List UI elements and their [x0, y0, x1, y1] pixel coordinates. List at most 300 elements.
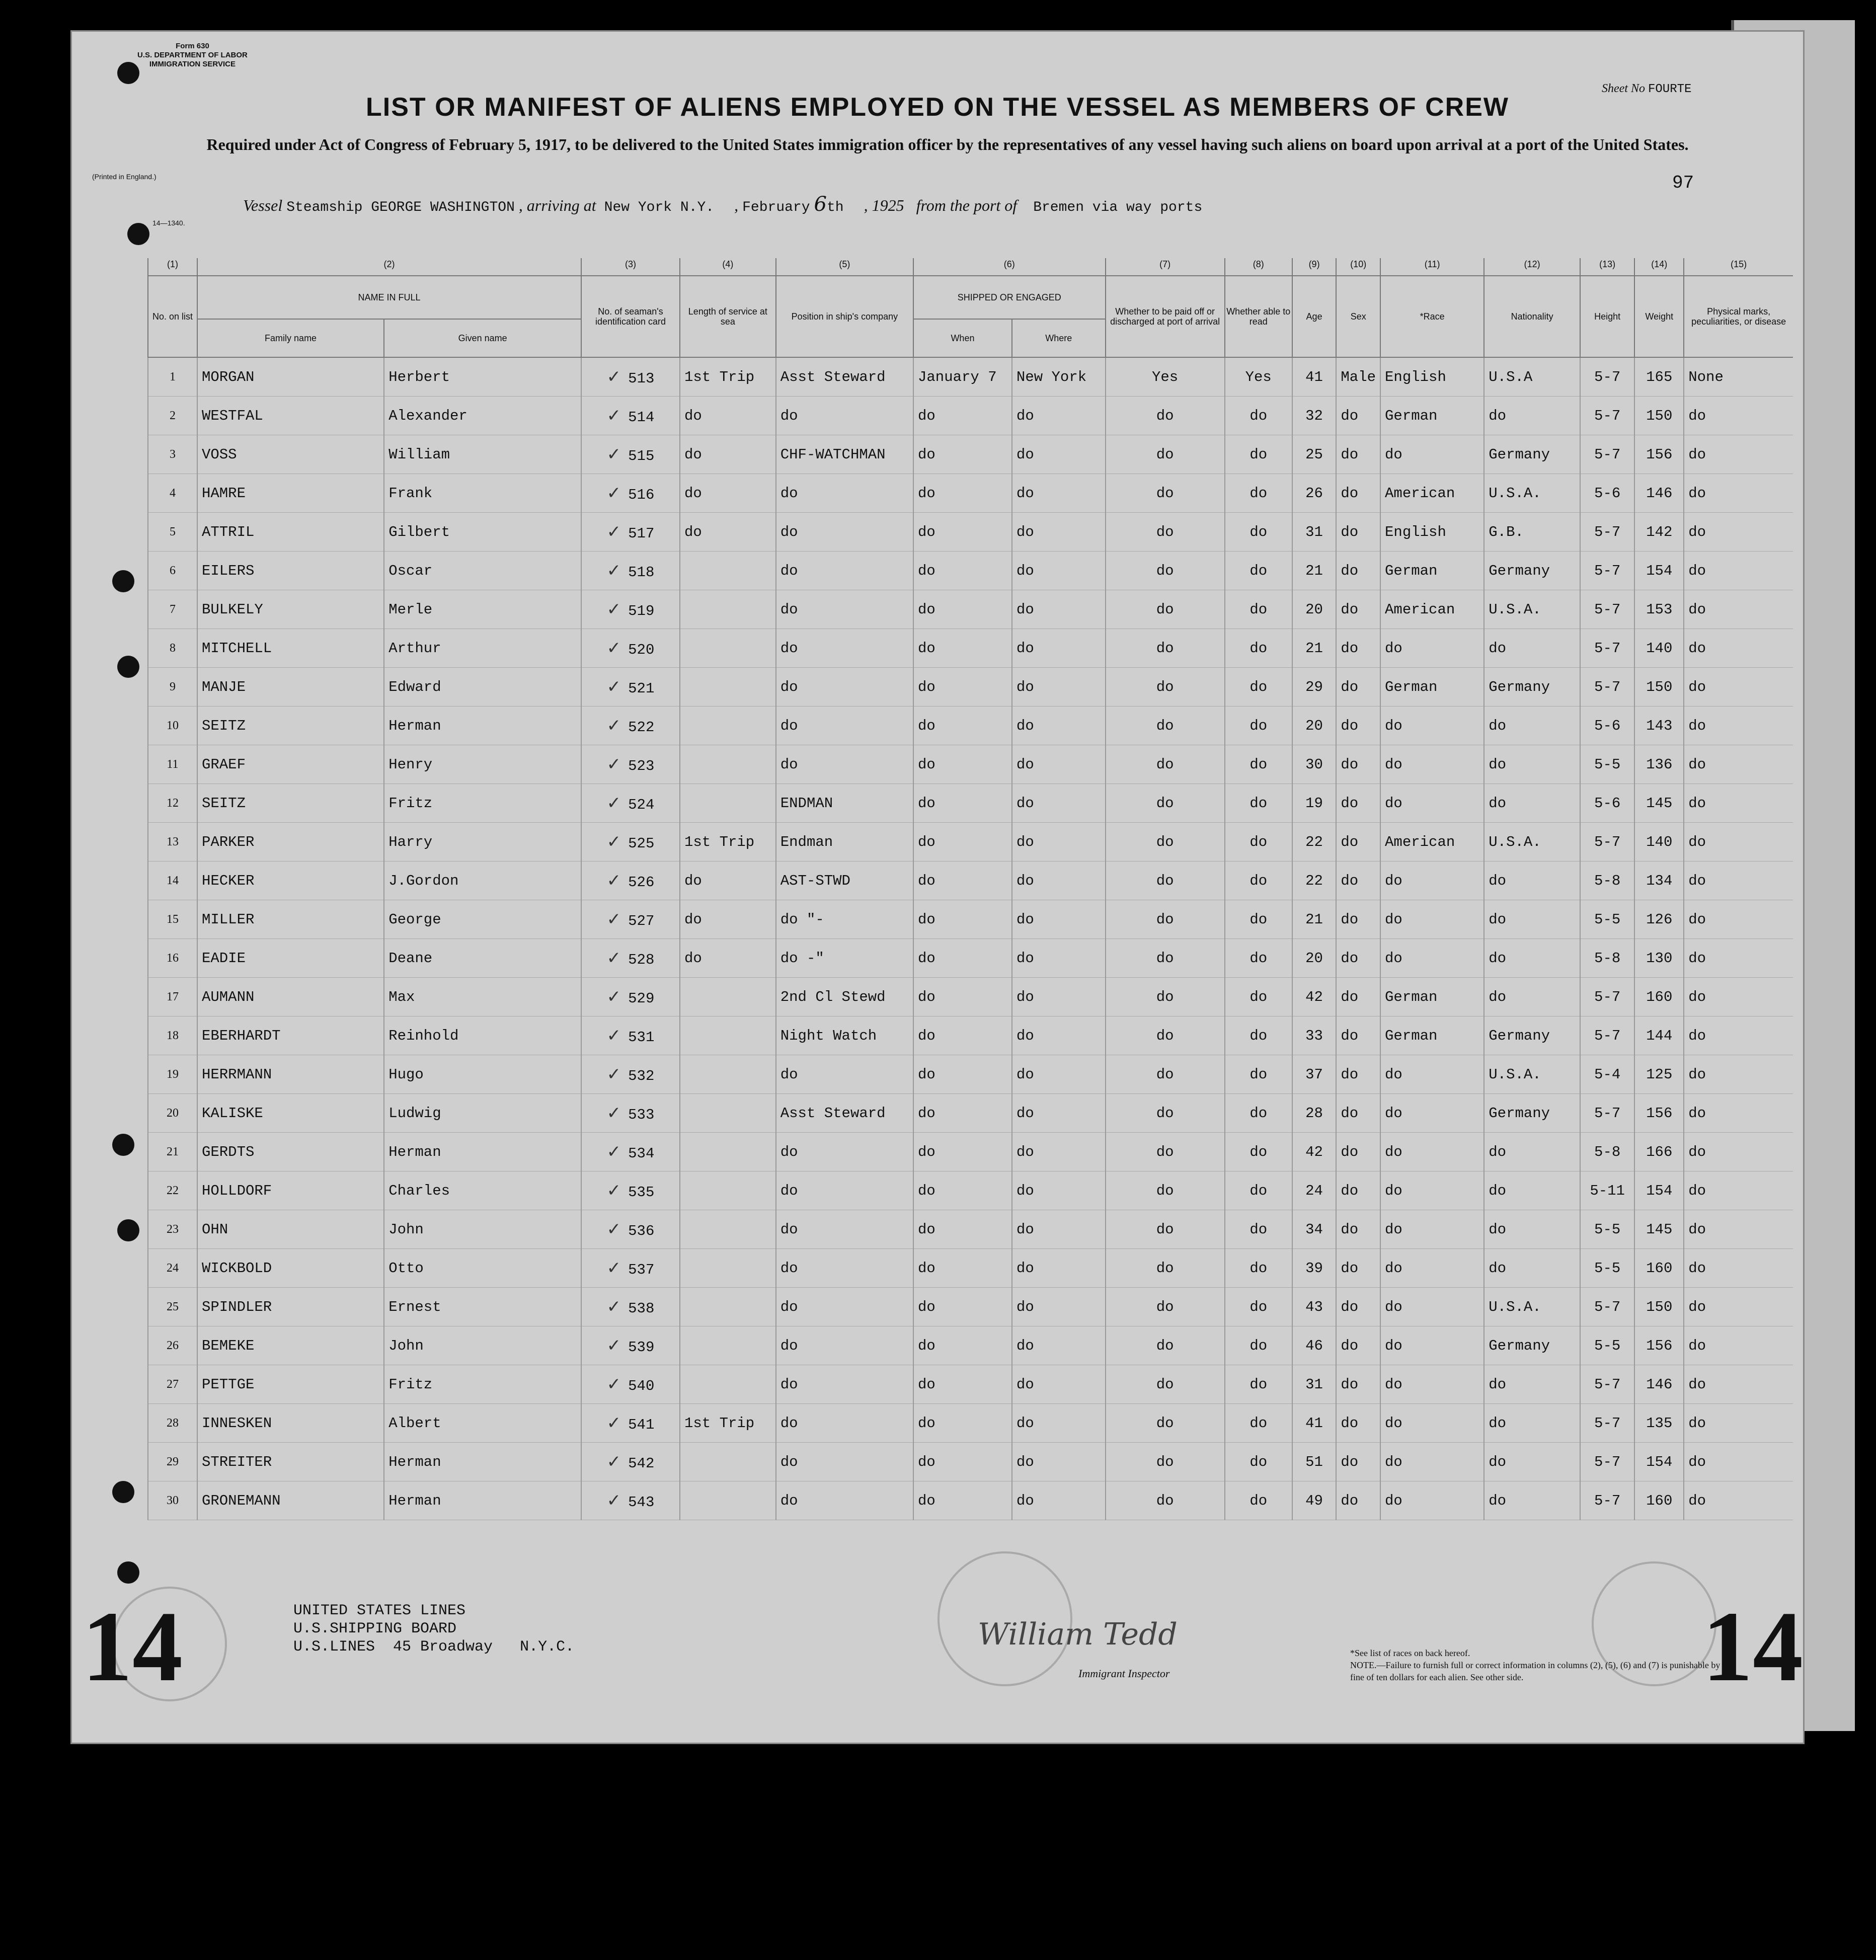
sex: do	[1336, 1171, 1380, 1210]
id-card-number	[581, 1016, 680, 1055]
id-card-value: 541	[628, 1417, 655, 1433]
physical-marks: do	[1684, 707, 1793, 745]
id-card-number	[581, 1443, 680, 1481]
sex: do	[1336, 1365, 1380, 1404]
length-of-service	[680, 1326, 776, 1365]
paid-off: do	[1106, 435, 1225, 474]
length-of-service: 1st Trip	[680, 357, 776, 397]
sex: do	[1336, 1016, 1380, 1055]
sex: do	[1336, 745, 1380, 784]
length-of-service	[680, 745, 776, 784]
printed-in-note: (Printed in England.)	[92, 173, 157, 181]
arrival-month: February	[742, 200, 810, 215]
nationality: do	[1484, 939, 1580, 978]
id-card-value: 516	[628, 487, 655, 503]
family-name: GRONEMANN	[197, 1481, 384, 1520]
arrival-day-suffix: th	[826, 200, 844, 215]
col-num-2: (2)	[197, 258, 581, 276]
from-label: from the port of	[916, 196, 1018, 214]
family-name: AUMANN	[197, 978, 384, 1016]
family-name: VOSS	[197, 435, 384, 474]
col-num-11: (11)	[1380, 258, 1484, 276]
age: 42	[1292, 978, 1337, 1016]
weight: 145	[1634, 1210, 1684, 1249]
col-paid-off: Whether to be paid off or discharged at port of arrival	[1106, 276, 1225, 357]
shipped-when: do	[913, 1133, 1012, 1171]
length-of-service	[680, 1288, 776, 1326]
able-to-read: do	[1225, 397, 1292, 435]
shipped-where: do	[1012, 784, 1106, 823]
id-card-number	[581, 1133, 680, 1171]
position: do	[776, 707, 913, 745]
vessel-name: Steamship GEORGE WASHINGTON	[286, 200, 515, 215]
weight: 160	[1634, 1481, 1684, 1520]
table-row	[148, 435, 1793, 474]
given-name: Deane	[384, 939, 581, 978]
col-id-card: No. of seaman's identification card	[581, 276, 680, 357]
given-name: Edward	[384, 668, 581, 707]
nationality: do	[1484, 861, 1580, 900]
position: Asst Steward	[776, 1094, 913, 1133]
id-card-value: 536	[628, 1223, 655, 1239]
shipped-where: do	[1012, 1171, 1106, 1210]
physical-marks: do	[1684, 1326, 1793, 1365]
shipped-when: do	[913, 978, 1012, 1016]
position: do	[776, 474, 913, 513]
able-to-read: Yes	[1225, 357, 1292, 397]
sex: do	[1336, 1094, 1380, 1133]
sex: do	[1336, 823, 1380, 861]
length-of-service: do	[680, 513, 776, 552]
nationality: U.S.A.	[1484, 590, 1580, 629]
footnote	[1350, 1647, 1743, 1683]
weight: 150	[1634, 668, 1684, 707]
able-to-read: do	[1225, 590, 1292, 629]
col-num-14: (14)	[1634, 258, 1684, 276]
race: do	[1380, 1133, 1484, 1171]
checkmark-icon: ✓	[606, 1374, 621, 1394]
checkmark-icon: ✓	[606, 987, 621, 1007]
shipped-where: do	[1012, 397, 1106, 435]
height: 5-7	[1580, 629, 1634, 668]
physical-marks: do	[1684, 513, 1793, 552]
length-of-service	[680, 668, 776, 707]
sheet-mark-right: 14	[1702, 1591, 1803, 1702]
physical-marks: do	[1684, 939, 1793, 978]
shipped-where: do	[1012, 590, 1106, 629]
race: do	[1380, 861, 1484, 900]
race: do	[1380, 629, 1484, 668]
checkmark-icon: ✓	[606, 909, 621, 929]
table-row	[148, 1288, 1793, 1326]
sex: do	[1336, 1210, 1380, 1249]
weight: 156	[1634, 1326, 1684, 1365]
shipped-when: do	[913, 784, 1012, 823]
shipped-when: do	[913, 1210, 1012, 1249]
height: 5-7	[1580, 590, 1634, 629]
row-number: 9	[148, 668, 197, 707]
arriving-label: , arriving at	[518, 196, 596, 214]
id-card-value: 521	[628, 680, 655, 697]
given-name: Max	[384, 978, 581, 1016]
age: 31	[1292, 513, 1337, 552]
weight: 150	[1634, 397, 1684, 435]
sex: do	[1336, 900, 1380, 939]
checkmark-icon: ✓	[606, 367, 621, 387]
checkmark-icon: ✓	[606, 1103, 621, 1123]
family-name: HOLLDORF	[197, 1171, 384, 1210]
length-of-service: do	[680, 397, 776, 435]
table-row	[148, 590, 1793, 629]
given-name: Oscar	[384, 552, 581, 590]
physical-marks: do	[1684, 1481, 1793, 1520]
age: 37	[1292, 1055, 1337, 1094]
nationality: U.S.A.	[1484, 1055, 1580, 1094]
able-to-read: do	[1225, 513, 1292, 552]
length-of-service	[680, 707, 776, 745]
family-name: MANJE	[197, 668, 384, 707]
id-card-number	[581, 1404, 680, 1443]
age: 19	[1292, 784, 1337, 823]
shipped-where: do	[1012, 900, 1106, 939]
shipped-where: do	[1012, 474, 1106, 513]
given-name: Otto	[384, 1249, 581, 1288]
weight: 136	[1634, 745, 1684, 784]
family-name: HECKER	[197, 861, 384, 900]
col-able-to-read: Whether able to read	[1225, 276, 1292, 357]
nationality: Germany	[1484, 668, 1580, 707]
id-card-value: 528	[628, 952, 655, 968]
given-name: Herman	[384, 1481, 581, 1520]
physical-marks: do	[1684, 1055, 1793, 1094]
paid-off: do	[1106, 1094, 1225, 1133]
position: do	[776, 1055, 913, 1094]
row-number: 24	[148, 1249, 197, 1288]
physical-marks: do	[1684, 1404, 1793, 1443]
physical-marks: do	[1684, 861, 1793, 900]
shipped-where: do	[1012, 1016, 1106, 1055]
row-number: 25	[148, 1288, 197, 1326]
paid-off: do	[1106, 474, 1225, 513]
age: 41	[1292, 1404, 1337, 1443]
height: 5-5	[1580, 745, 1634, 784]
race: do	[1380, 1055, 1484, 1094]
checkmark-icon: ✓	[606, 1142, 621, 1162]
paid-off: Yes	[1106, 357, 1225, 397]
checkmark-icon: ✓	[606, 1181, 621, 1201]
checkmark-icon: ✓	[606, 444, 621, 464]
able-to-read: do	[1225, 861, 1292, 900]
shipped-where: do	[1012, 1055, 1106, 1094]
shipped-where: do	[1012, 1326, 1106, 1365]
checkmark-icon: ✓	[606, 832, 621, 852]
sex: do	[1336, 435, 1380, 474]
checkmark-icon: ✓	[606, 1297, 621, 1317]
weight: 154	[1634, 1171, 1684, 1210]
sex: do	[1336, 397, 1380, 435]
age: 22	[1292, 823, 1337, 861]
col-name-in-full: NAME IN FULL	[197, 276, 581, 319]
paid-off: do	[1106, 1481, 1225, 1520]
shipped-when: do	[913, 745, 1012, 784]
nationality: Germany	[1484, 1326, 1580, 1365]
given-name: Frank	[384, 474, 581, 513]
id-card-number	[581, 1055, 680, 1094]
length-of-service	[680, 1055, 776, 1094]
height: 5-11	[1580, 1171, 1634, 1210]
race: do	[1380, 1171, 1484, 1210]
table-row	[148, 823, 1793, 861]
race: German	[1380, 1016, 1484, 1055]
id-card-number	[581, 1365, 680, 1404]
shipped-where: do	[1012, 1094, 1106, 1133]
nationality: do	[1484, 784, 1580, 823]
shipped-where: do	[1012, 745, 1106, 784]
age: 26	[1292, 474, 1337, 513]
race: do	[1380, 707, 1484, 745]
table-row	[148, 939, 1793, 978]
position: do	[776, 590, 913, 629]
id-card-value: 518	[628, 564, 655, 581]
family-name: ATTRIL	[197, 513, 384, 552]
col-num-8: (8)	[1225, 258, 1292, 276]
id-card-number	[581, 668, 680, 707]
sex: do	[1336, 978, 1380, 1016]
col-num-12: (12)	[1484, 258, 1580, 276]
race: American	[1380, 823, 1484, 861]
shipped-where: do	[1012, 861, 1106, 900]
family-name: MILLER	[197, 900, 384, 939]
id-card-value: 531	[628, 1029, 655, 1046]
id-card-value: 534	[628, 1145, 655, 1162]
table-row	[148, 1249, 1793, 1288]
checkmark-icon: ✓	[606, 1258, 621, 1278]
shipped-when: do	[913, 861, 1012, 900]
checkmark-icon: ✓	[606, 599, 621, 619]
position: do	[776, 1443, 913, 1481]
row-number: 7	[148, 590, 197, 629]
id-card-value: 524	[628, 797, 655, 813]
row-number: 17	[148, 978, 197, 1016]
shipped-when: do	[913, 474, 1012, 513]
row-number: 26	[148, 1326, 197, 1365]
able-to-read: do	[1225, 1249, 1292, 1288]
age: 33	[1292, 1016, 1337, 1055]
row-number: 23	[148, 1210, 197, 1249]
age: 30	[1292, 745, 1337, 784]
sex: do	[1336, 1326, 1380, 1365]
id-card-number	[581, 397, 680, 435]
given-name: John	[384, 1210, 581, 1249]
height: 5-5	[1580, 1249, 1634, 1288]
family-name: HERRMANN	[197, 1055, 384, 1094]
vessel-line: Vessel Steamship GEORGE WASHINGTON , arriving at New York N.Y. , February 6th , 1925 from the port of Bremen via way ports	[243, 193, 1203, 216]
checkmark-icon: ✓	[606, 638, 621, 658]
race: do	[1380, 1094, 1484, 1133]
able-to-read: do	[1225, 1326, 1292, 1365]
shipped-where: do	[1012, 1365, 1106, 1404]
paid-off: do	[1106, 939, 1225, 978]
position: do	[776, 1288, 913, 1326]
nationality: do	[1484, 1404, 1580, 1443]
crew-rows	[148, 357, 1793, 1520]
paid-off: do	[1106, 861, 1225, 900]
race: English	[1380, 513, 1484, 552]
nationality: do	[1484, 1210, 1580, 1249]
physical-marks: do	[1684, 1249, 1793, 1288]
id-card-number	[581, 552, 680, 590]
checkmark-icon: ✓	[606, 1219, 621, 1239]
nationality: do	[1484, 707, 1580, 745]
shipped-where: do	[1012, 1133, 1106, 1171]
shipped-where: do	[1012, 1443, 1106, 1481]
able-to-read: do	[1225, 978, 1292, 1016]
checkmark-icon: ✓	[606, 406, 621, 426]
row-number: 28	[148, 1404, 197, 1443]
able-to-read: do	[1225, 435, 1292, 474]
table-row	[148, 1404, 1793, 1443]
col-num-9: (9)	[1292, 258, 1337, 276]
department-name: U.S. DEPARTMENT OF LABOR	[137, 51, 248, 59]
shipped-when: do	[913, 552, 1012, 590]
row-number: 16	[148, 939, 197, 978]
shipped-when: do	[913, 1404, 1012, 1443]
length-of-service	[680, 784, 776, 823]
paid-off: do	[1106, 823, 1225, 861]
paid-off: do	[1106, 1133, 1225, 1171]
length-of-service	[680, 1365, 776, 1404]
weight: 165	[1634, 357, 1684, 397]
position: do	[776, 1404, 913, 1443]
id-card-number	[581, 707, 680, 745]
given-name: Henry	[384, 745, 581, 784]
age: 34	[1292, 1210, 1337, 1249]
weight: 135	[1634, 1404, 1684, 1443]
arrival-port: New York N.Y.	[604, 200, 715, 215]
physical-marks: do	[1684, 552, 1793, 590]
id-card-value: 537	[628, 1262, 655, 1278]
race: do	[1380, 900, 1484, 939]
position: do	[776, 1133, 913, 1171]
nationality: Germany	[1484, 1016, 1580, 1055]
age: 46	[1292, 1326, 1337, 1365]
weight: 156	[1634, 1094, 1684, 1133]
length-of-service	[680, 629, 776, 668]
length-of-service	[680, 552, 776, 590]
table-row	[148, 1094, 1793, 1133]
table-row	[148, 1443, 1793, 1481]
col-given-name: Given name	[384, 319, 581, 357]
table-row	[148, 861, 1793, 900]
paid-off: do	[1106, 513, 1225, 552]
id-card-number	[581, 823, 680, 861]
able-to-read: do	[1225, 900, 1292, 939]
position: do	[776, 1249, 913, 1288]
col-num-5: (5)	[776, 258, 913, 276]
position: do	[776, 513, 913, 552]
col-num-4: (4)	[680, 258, 776, 276]
length-of-service: 1st Trip	[680, 1404, 776, 1443]
family-name: BEMEKE	[197, 1326, 384, 1365]
nationality: do	[1484, 397, 1580, 435]
shipped-when: do	[913, 629, 1012, 668]
height: 5-7	[1580, 357, 1634, 397]
position: AST-STWD	[776, 861, 913, 900]
height: 5-7	[1580, 1288, 1634, 1326]
shipped-where: do	[1012, 978, 1106, 1016]
race: American	[1380, 590, 1484, 629]
id-card-number	[581, 1249, 680, 1288]
position: do	[776, 552, 913, 590]
checkmark-icon: ✓	[606, 948, 621, 968]
nationality: do	[1484, 629, 1580, 668]
race: German	[1380, 668, 1484, 707]
id-card-number	[581, 1288, 680, 1326]
col-physical-marks: Physical marks, peculiarities, or disease	[1684, 276, 1793, 357]
row-number: 21	[148, 1133, 197, 1171]
shipped-when: do	[913, 590, 1012, 629]
id-card-value: 523	[628, 758, 655, 774]
family-name: MORGAN	[197, 357, 384, 397]
id-card-value: 533	[628, 1107, 655, 1123]
given-name: Charles	[384, 1171, 581, 1210]
height: 5-7	[1580, 1365, 1634, 1404]
sex: do	[1336, 552, 1380, 590]
row-number: 6	[148, 552, 197, 590]
shipped-when: do	[913, 707, 1012, 745]
col-when: When	[913, 319, 1012, 357]
nationality: Germany	[1484, 552, 1580, 590]
able-to-read: do	[1225, 1055, 1292, 1094]
weight: 153	[1634, 590, 1684, 629]
height: 5-7	[1580, 823, 1634, 861]
race: do	[1380, 784, 1484, 823]
col-where: Where	[1012, 319, 1106, 357]
height: 5-4	[1580, 1055, 1634, 1094]
race: do	[1380, 1365, 1484, 1404]
family-name: SPINDLER	[197, 1288, 384, 1326]
row-number: 27	[148, 1365, 197, 1404]
sex: do	[1336, 513, 1380, 552]
able-to-read: do	[1225, 707, 1292, 745]
sex: do	[1336, 939, 1380, 978]
given-name: J.Gordon	[384, 861, 581, 900]
weight: 126	[1634, 900, 1684, 939]
id-card-value: 515	[628, 448, 655, 464]
family-name: PARKER	[197, 823, 384, 861]
checkmark-icon: ✓	[606, 871, 621, 891]
shipped-where: do	[1012, 435, 1106, 474]
given-name: Ludwig	[384, 1094, 581, 1133]
paid-off: do	[1106, 1404, 1225, 1443]
row-number: 5	[148, 513, 197, 552]
id-card-value: 529	[628, 990, 655, 1007]
shipped-when: do	[913, 939, 1012, 978]
able-to-read: do	[1225, 1094, 1292, 1133]
physical-marks: do	[1684, 1171, 1793, 1210]
col-sex: Sex	[1336, 276, 1380, 357]
row-number: 30	[148, 1481, 197, 1520]
shipped-when: do	[913, 1326, 1012, 1365]
row-number: 18	[148, 1016, 197, 1055]
family-name: INNESKEN	[197, 1404, 384, 1443]
row-number: 19	[148, 1055, 197, 1094]
table-row	[148, 1133, 1793, 1171]
height: 5-7	[1580, 397, 1634, 435]
age: 20	[1292, 939, 1337, 978]
given-name: William	[384, 435, 581, 474]
table-row	[148, 357, 1793, 397]
